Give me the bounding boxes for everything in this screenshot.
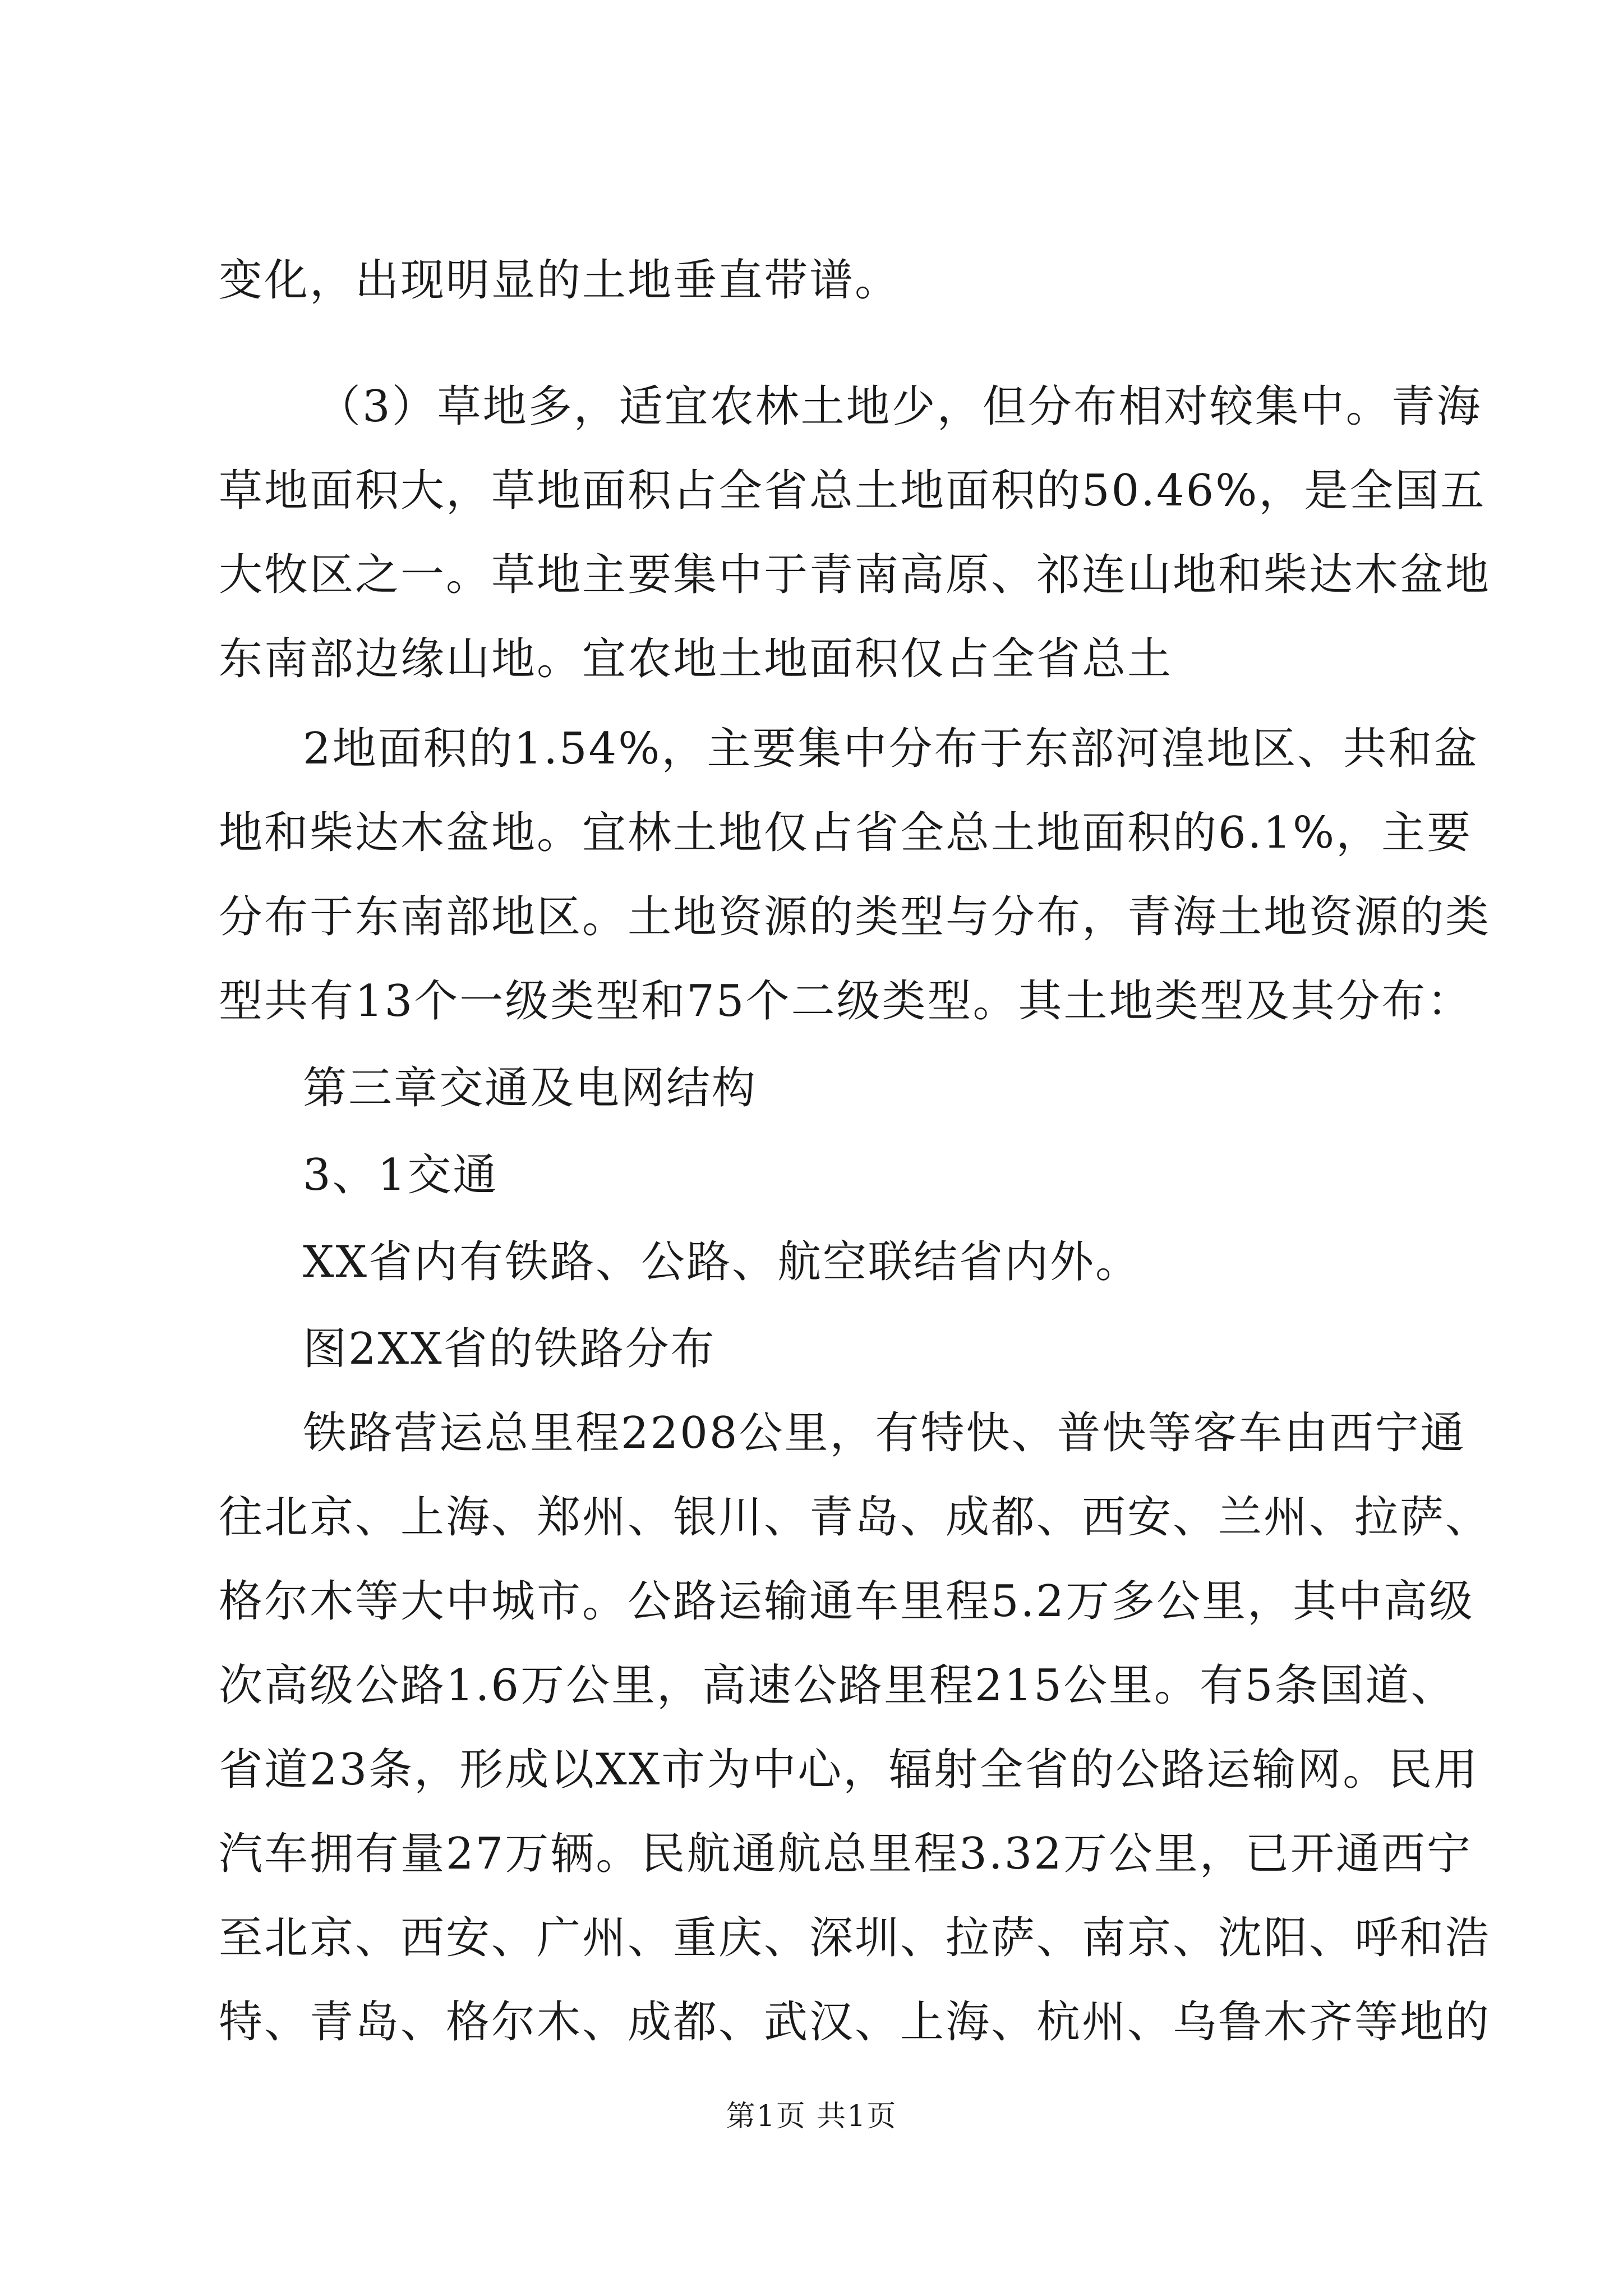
- text-line: 草地面积大，草地面积占全省总土地面积的50.46%，是全国五: [219, 466, 1486, 516]
- text-line: 往北京、上海、郑州、银川、青岛、成都、西安、兰州、拉萨、: [219, 1492, 1491, 1543]
- text-line: 特、青岛、格尔木、成都、武汉、上海、杭州、乌鲁木齐等地的: [219, 1997, 1491, 2047]
- text-line: （3）草地多，适宜农林土地少，但分布相对较集中。青海: [317, 381, 1482, 432]
- page-footer: 第1页 共1页: [726, 2100, 897, 2133]
- text-line: 大牧区之一。草地主要集中于青南高原、祁连山地和柴达木盆地: [219, 550, 1491, 600]
- text-line: 型共有13个一级类型和75个二级类型。其土地类型及其分布：: [219, 976, 1473, 1027]
- text-line: 2地面积的1.54%，主要集中分布于东部河湟地区、共和盆: [303, 724, 1479, 774]
- text-line: 分布于东南部地区。土地资源的类型与分布，青海土地资源的类: [219, 892, 1491, 942]
- section-heading: 第三章交通及电网结构: [303, 1063, 758, 1114]
- subsection-heading: 3、1交通: [303, 1150, 499, 1200]
- text-line: 汽车拥有量27万辆。民航通航总里程3.32万公里，已开通西宁: [219, 1829, 1472, 1879]
- text-line: 铁路营运总里程2208公里，有特快、普快等客车由西宁通: [303, 1408, 1466, 1458]
- text-line: 变化，出现明显的土地垂直带谱。: [219, 255, 901, 306]
- text-line: 次高级公路1.6万公里，高速公路里程215公里。有5条国道、: [219, 1660, 1456, 1711]
- text-line: 东南部边缘山地。宜农地土地面积仅占全省总土: [219, 634, 1173, 684]
- figure-caption: 图2XX省的铁路分布: [303, 1324, 716, 1374]
- text-line: 地和柴达木盆地。宜林土地仅占省全总土地面积的6.1%，主要: [219, 808, 1473, 858]
- text-line: XX省内有铁路、公路、航空联结省内外。: [303, 1237, 1141, 1287]
- text-line: 格尔木等大中城市。公路运输通车里程5.2万多公里，其中高级: [219, 1576, 1475, 1627]
- text-line: 省道23条，形成以XX市为中心，辐射全省的公路运输网。民用: [219, 1745, 1479, 1795]
- text-line: 至北京、西安、广州、重庆、深圳、拉萨、南京、沈阳、呼和浩: [219, 1913, 1491, 1963]
